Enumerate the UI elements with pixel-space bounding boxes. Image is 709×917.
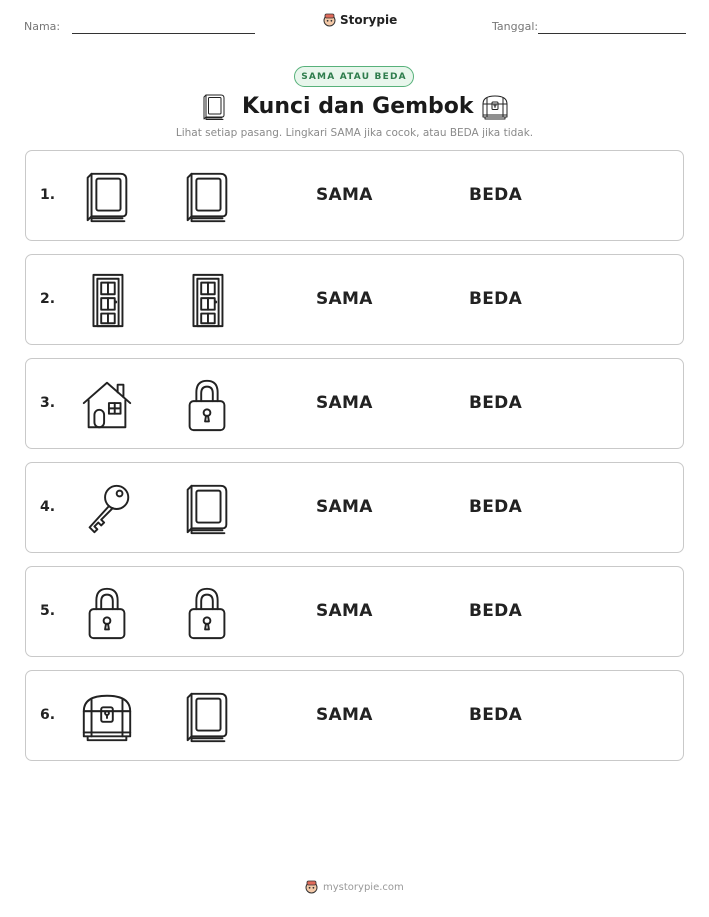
key-icon: [78, 480, 136, 538]
title-chest-icon: [479, 92, 511, 122]
name-line: [72, 33, 255, 34]
beda-option[interactable]: BEDA: [469, 705, 523, 725]
date-line: [538, 33, 686, 34]
right-picture: [178, 272, 236, 330]
question-row-3: [25, 358, 684, 449]
question-number: 2.: [40, 291, 56, 307]
book-icon: [78, 168, 136, 226]
left-picture: [78, 168, 136, 226]
worksheet-type-badge: SAMA ATAU BEDA: [294, 66, 414, 87]
brand-name: Storypie: [340, 13, 398, 27]
right-picture: [178, 480, 236, 538]
question-number: 6.: [40, 707, 56, 723]
worksheet-header: [0, 0, 709, 50]
brand-logo: [323, 13, 397, 27]
door-icon: [78, 272, 136, 330]
house-icon: [78, 376, 136, 434]
sama-option[interactable]: SAMA: [316, 185, 373, 205]
title-book-icon: [199, 92, 229, 122]
date-label: Tanggal:: [492, 20, 539, 33]
question-number: 1.: [40, 187, 56, 203]
question-row-6: [25, 670, 684, 761]
question-row-1: [25, 150, 684, 241]
left-picture: [78, 584, 136, 642]
left-picture: [78, 688, 136, 746]
book-icon: [178, 688, 236, 746]
treasure-chest-icon: [479, 92, 511, 122]
beda-option[interactable]: BEDA: [469, 185, 523, 205]
sama-option[interactable]: SAMA: [316, 601, 373, 621]
sama-option[interactable]: SAMA: [316, 705, 373, 725]
padlock-icon: [78, 584, 136, 642]
question-row-5: [25, 566, 684, 657]
right-picture: [178, 376, 236, 434]
question-row-2: [25, 254, 684, 345]
right-picture: [178, 688, 236, 746]
door-icon: [178, 272, 236, 330]
beda-option[interactable]: BEDA: [469, 289, 523, 309]
question-row-4: [25, 462, 684, 553]
padlock-icon: [178, 376, 236, 434]
beda-option[interactable]: BEDA: [469, 497, 523, 517]
title-row: [0, 90, 709, 124]
page-title: Kunci dan Gembok: [242, 94, 474, 119]
sama-option[interactable]: SAMA: [316, 289, 373, 309]
name-label: Nama:: [24, 20, 61, 33]
right-picture: [178, 168, 236, 226]
footer: [305, 880, 404, 894]
question-number: 5.: [40, 603, 56, 619]
book-icon: [178, 168, 236, 226]
sama-option[interactable]: SAMA: [316, 393, 373, 413]
beda-option[interactable]: BEDA: [469, 393, 523, 413]
book-icon: [178, 480, 236, 538]
storypie-mascot-icon: [305, 880, 318, 894]
book-icon: [199, 92, 229, 122]
right-picture: [178, 584, 236, 642]
footer-url[interactable]: mystorypie.com: [323, 881, 404, 893]
storypie-mascot-icon: [323, 13, 336, 27]
beda-option[interactable]: BEDA: [469, 601, 523, 621]
instructions: Lihat setiap pasang. Lingkari SAMA jika cocok, atau BEDA jika tidak.: [175, 127, 534, 139]
left-picture: [78, 480, 136, 538]
left-picture: [78, 376, 136, 434]
left-picture: [78, 272, 136, 330]
sama-option[interactable]: SAMA: [316, 497, 373, 517]
question-number: 4.: [40, 499, 56, 515]
treasure-chest-icon: [78, 688, 136, 746]
question-number: 3.: [40, 395, 56, 411]
padlock-icon: [178, 584, 236, 642]
